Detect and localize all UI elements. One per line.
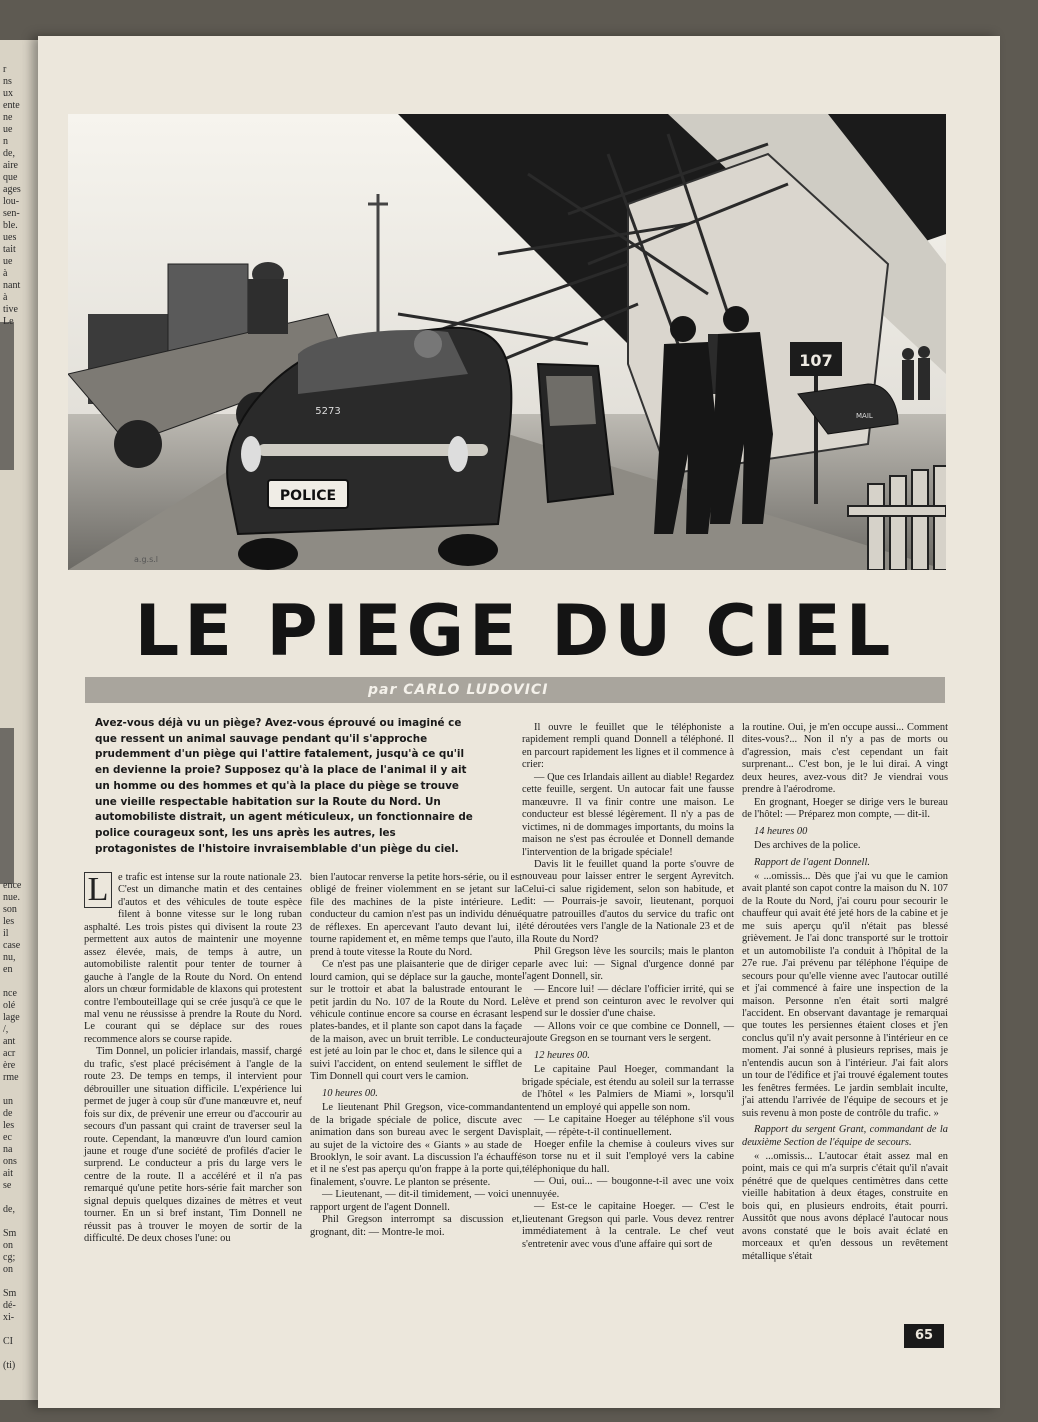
previous-page-text-fragment: Le [3,316,14,327]
paragraph: Davis lit le feuillet quand la porte s'ouvre de nouveau pour laisser entrer le sergent Ayrevitch. Celui-ci salue rigidement, selon son habitude, et dit: — Pourrais-je savoir, lieutenant, porquoi quatre patrouilles d'autos du service du trafic ont été déroutées vers l'angle de la Nationale 23 et de la Route du Nord? [522,858,734,945]
previous-page-text-fragment: na [3,1144,13,1155]
previous-page-text-fragment: se [3,1180,12,1191]
license-plate-text: POLICE [279,488,337,504]
previous-page-text-fragment: on [3,1240,13,1251]
previous-page-text-fragment: de, [3,148,15,159]
paragraph: Il ouvre le feuillet que le téléphoniste a rapidement rempli quand Donnell a téléphoné. Il en parcourt rapidement les lignes et il commence à crier: [522,722,734,771]
previous-page-text-fragment: CI [3,1336,13,1347]
report-heading: Rapport du sergent Grant, commandant de la deuxième Section de l'équipe de secours. [742,1124,948,1148]
previous-page-text-fragment: de, [3,1204,15,1215]
house-number-text: 107 [799,351,833,370]
paragraph: — Allons voir ce que combine ce Donnell, — ajoute Gregson en se tournant vers le sergent. [522,1020,734,1045]
previous-page-text-fragment: ble. [3,220,18,231]
previous-page-text-fragment: lou- [3,196,20,207]
previous-page-text-fragment: Sm [3,1288,17,1299]
paragraph: Le lieutenant Phil Gregson, vice-commandant de la brigade spéciale de police, discute avec animation dans son bureau avec le sergent Davis au sujet de la victoire des « Giants » au stade de Brooklyn, le soir avant. La discussion l'a échauffé et il ne s'est pas aperçu qu'on frappe à la porte qui, finalement, s'ouvre. Le planton se présente. [310,1102,522,1188]
paragraph: — Encore lui! — déclare l'officier irrité, qui se lève et prend son ceinturon avec le revolver qui pend sur le dossier d'une chaise. [522,983,734,1020]
time-heading: 14 heures 00 [754,825,808,837]
column-3 [522,722,734,1251]
paragraph: Le capitaine Paul Hoeger, commandant la brigade spéciale, est étendu au soleil sur la terrasse de l'hôtel « les Palmiers de Miami », lorsqu'il entend un employé qui appelle son nom. [522,1064,734,1113]
article-title: LE PIEGE DU CIEL [134,590,896,672]
time-heading: 12 heures 00. [534,1049,590,1061]
drop-cap: L [84,872,112,908]
previous-page-text-fragment: un [3,1096,13,1107]
time-heading: 10 heures 00. [322,1087,378,1099]
previous-page-text-fragment: ns [3,76,12,87]
previous-page-text-fragment: ons [3,1156,17,1167]
paragraph: « ...omissis... Dès que j'ai vu que le camion avait planté son capot contre la maison du N. 107 de la Route du Nord, j'ai couru pour secourir le chauffeur qui avait été jeté hors de la cabine et je me suis aperçu qu'il n'était pas blessé grièvement. Je l'ai donc transporté sur le trottoir et un automobiliste l'a conduit à l'hôpital de la 27e rue. J'ai prévenu par téléphone l'équipe de secours pour qu'elle vienne avec l'autocar outillé et j'ai commencé à faire une inspection de la maison. Personne n'en était sorti malgré l'accident. En observant davantage je remarquai que toutes les persiennes étaient closes et j'en conclus qu'il n'y avait personne à l'intérieur en ce moment. J'ai sonné à plusieurs reprises, mais je n'entendis aucun son à l'intérieur. J'ai fait alors un tour de l'édifice et j'ai trouvé également toutes les fenêtres fermées. Le jardin semblait inculte, j'ai attendu l'arrivée de l'équipe de secours et je suis revenu à mon poste de contrôle du trafic. » [742,870,948,1119]
author-byline: par CARLO LUDOVICI [368,682,549,698]
previous-page-text-fragment: les [3,1120,15,1131]
previous-page-text-fragment: en [3,964,13,975]
paragraph: — Le capitaine Hoeger au téléphone s'il vous plait, — répète-t-il continuellement. [522,1114,734,1138]
previous-page-text-fragment: nu, [3,952,16,963]
previous-page-text-fragment: nce [3,988,17,999]
previous-page-text-fragment: ages [3,184,21,195]
previous-page-text-fragment: ne [3,112,13,123]
previous-page-text-fragment: r [3,64,7,75]
artist-signature: a.g.s.l [134,555,158,564]
mailbox-text: MAIL [856,412,873,420]
previous-page-text-fragment: xi- [3,1312,15,1323]
previous-page-text-fragment: olé [3,1000,16,1011]
previous-page-text-fragment: dé- [3,1300,16,1311]
column-1 [84,872,302,1246]
intro-paragraph: Avez-vous déjà vu un piège? Avez-vous éprouvé ou imaginé ce que ressent un animal sauvage pendant qu'il s'approche prudemment d'un piège qui l'attire fatalement, jusqu'à ce qu'il en devienne la proie? Supposez qu'à la place de l'animal il y ait un homme ou des hommes et qu'à la place du piège se trouve une vieille respectable habitation sur la Route du Nord. Un automobiliste distrait, un agent méticuleux, un fonctionnaire de police courageux sont, les uns après les autres, les protagonistes de l'histoire invraisemblable d'un piège du ciel. [95,717,473,855]
previous-page-text-fragment: aire [3,160,18,171]
illustration-drawing [68,114,946,570]
previous-page-text-fragment: tait [3,244,16,255]
previous-page-text-fragment: nue. [3,892,20,903]
paragraph: bien l'autocar renverse la petite hors-série, ou il est obligé de freiner violemment en se jetant sur la file des machines de la piste intérieure. Le conducteur du camion n'est pas un individu dénué de réflexes. En apercevant l'auto devant lui, il tourne rapidement et, en même temps que l'auto, il prend à toute vitesse la Route du Nord. [310,872,522,958]
previous-page-text-fragment: /, [3,1024,9,1035]
previous-page-text-fragment: sen- [3,208,20,219]
paragraph: la routine. Oui, je m'en occupe aussi... Comment dites-vous?... Non il n'y a pas de morts ou d'agression, mais c'est cependant un fait surprenant... C'est bon, je le lui dirai. A vingt deux heures, avez-vous dit? Je viendrai vous prendre à l'aérodrome. [742,722,948,796]
previous-page-text-fragment: n [3,136,8,147]
previous-page-photo [0,322,14,470]
paragraph: Phil Gregson lève les sourcils; mais le planton parle avec lui: — Signal d'urgence donné par l'agent Donnell, sir. [522,946,734,983]
paragraph: Ce n'est pas une plaisanterie que de diriger ce lourd camion, qui se déplace sur la gauche, monte sur le trottoir et abat la balustrade entourant le petit jardin du No. 107 de la Route du Nord. Le véhicule continue encore sa course en écrasant les plates-bandes, et il plante son capot dans la façade de la maison, avec un bruit terrible. Le conducteur est jeté au loin par le choc et, dans le silence qui a suivi l'accident, on entend seulement le sifflet de Tim Donnell qui court vers le camion. [310,959,522,1083]
previous-page-text-fragment: à [3,292,8,303]
paragraph: Tim Donnel, un policier irlandais, massif, chargé du trafic, s'est placé précisément à l'angle de la route 23. De temps en temps, il intervient pour débrouiller une situation difficile. L'expérience lui permet de juger à coup sûr d'une manœuvre et, neuf fois sur dix, de prévenir une erreur ou d'accourir au secours d'un passant qui craint de traverser seul la route. Cependant, la manœuvre d'un lourd camion jaune et rouge d'une société de profilés d'acier le surprend. Le conducteur a pris du large vers le centre de la route. Il a accéléré et il n'a pas remarqué qu'une petite hors-série fait marcher son signal depuis quelques dizaines de mètres et veut tourner. En un si bref instant, Tim Donnell ne réussit pas à trouver le moyen de sortir de la difficulté. De deux choses l'une: ou [84,1046,302,1245]
report-heading: Rapport de l'agent Donnell. [754,856,870,868]
previous-page-text-fragment: que [3,172,18,183]
previous-page-text-fragment: on [3,1264,13,1275]
column-4 [742,722,948,1263]
previous-page-text-fragment: de [3,1108,13,1119]
previous-page-text-fragment: (ti) [3,1360,16,1371]
column-2 [310,872,522,1239]
paragraph: Hoeger enfile la chemise à couleurs vives sur son torse nu et il suit l'employé vers la cabine téléphonique du hall. [522,1138,734,1175]
previous-page-text-fragment: ue [3,124,13,135]
previous-page-text-fragment: il [3,928,9,939]
paragraph: e trafic est intense sur la route nationale 23. C'est un dimanche matin et des centaines d'autos et des véhicules de toute espèce filent à bonne vitesse sur le long ruban asphalté. Les trois pistes qui divisent la route 23 permettent aux autos de maintenir une moyenne assez élevée, mais, de temps à autre, un automobiliste ralentit pour tenter de tourner à gauche à l'angle de la Route du Nord. On entend alors un chœur formidable de klaxons qui protestent contre l'embouteillage qui se crée jusqu'à ce que le mal venu ne réussisse à prendre la Route du Nord. Le courant qui se déplace sur des roues recommence alors se course rapide. [84,872,302,1045]
paragraph: Phil Gregson interrompt sa discussion et, grognant, dit: — Montre-le moi. [310,1214,522,1238]
previous-page-text-fragment: lage [3,1012,20,1023]
previous-page-text-fragment: tive [3,304,18,315]
paragraph: — Oui, oui... — bougonne-t-il avec une voix ennuyée. [522,1176,734,1200]
paragraph: Des archives de la police. [754,840,861,852]
previous-page-text-fragment: à [3,268,8,279]
paragraph: En grognant, Hoeger se dirige vers le bureau de l'hôtel: — Préparez mon compte, — dit-il. [742,796,948,821]
paragraph: — Que ces Irlandais aillent au diable! Regardez cette feuille, sergent. Un autocar fait une fausse manœuvre. Il va finir contre une maison. Le conducteur est blessé légèrement. Il n'y a pas de victimes, ni de dommages importants, du moins la maison ne s'est pas écroulée et Donnell demande l'intervention de la brigade spéciale! [522,771,734,858]
previous-page-text-fragment: ère [3,1060,16,1071]
paragraph: — Lieutenant, — dit-il timidement, — voici un rapport urgent de l'agent Donnell. [310,1189,522,1213]
article-illustration [68,114,946,570]
previous-page-text-fragment: ence [3,880,22,891]
previous-page-text-fragment: cg; [3,1252,16,1263]
car-roof-number: 5273 [315,406,341,417]
previous-page-text-fragment: ues [3,232,17,243]
previous-page-text-fragment: ux [3,88,13,99]
previous-page-text-fragment: ant [3,1036,16,1047]
paragraph: « ...omissis... L'autocar était assez mal en point, mais ce qui m'a surpris c'était qu'il n'avait pénétré que de quelques centimètres dans cette vieille habitation à deux étages, construite en bois qui, en plusieurs endroits, était pourri. Aussitôt que nous avons déplacé l'autocar nous avons constaté que le bois avait éclaté en morceaux et qu'en dessous un revêtement métallique s'était [742,1150,948,1262]
magazine-page [38,36,1000,1408]
previous-page-photo [0,728,14,884]
previous-page-text-fragment: ue [3,256,13,267]
previous-page-text-fragment: ente [3,100,20,111]
byline-bar [85,677,945,703]
previous-page-text-fragment: rme [3,1072,19,1083]
previous-page-text-fragment: les [3,916,15,927]
previous-page-text-fragment: ec [3,1132,12,1143]
page-number: 65 [904,1324,944,1348]
previous-page-text-fragment: son [3,904,17,915]
article-intro [95,716,478,856]
previous-page-text-fragment: ait [3,1168,13,1179]
previous-page-text-fragment: case [3,940,21,951]
previous-page-text-fragment: acr [3,1048,16,1059]
previous-page-edge [0,40,40,1400]
paragraph: — Est-ce le capitaine Hoeger. — C'est le lieutenant Gregson qui parle. Vous devez rentrer immédiatement à la centrale. Le chef veut s'entretenir avec vous d'une affaire qui sort de [522,1201,734,1250]
previous-page-text-fragment: nant [3,280,21,291]
column-1-lead [84,872,302,1046]
previous-page-text-fragment: Sm [3,1228,17,1239]
